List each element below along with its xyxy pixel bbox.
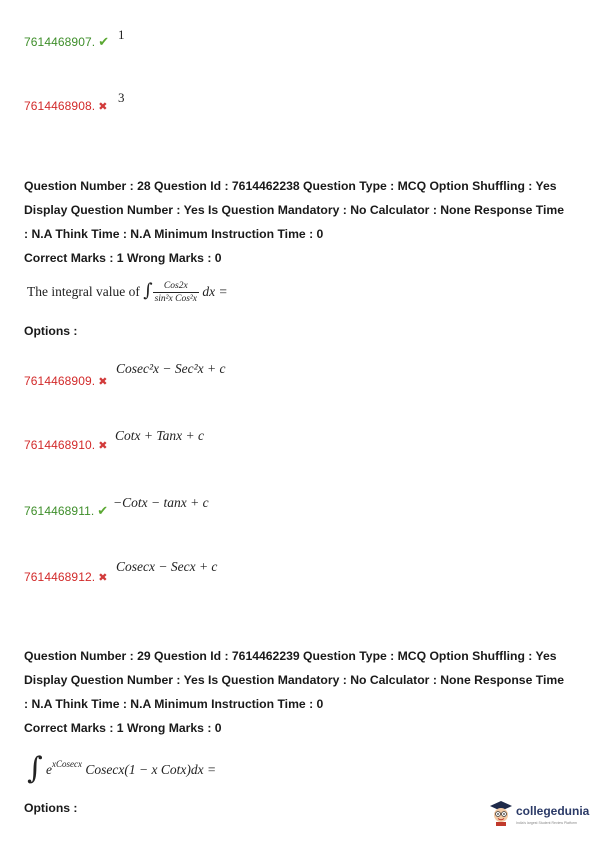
exp-base: e bbox=[46, 762, 53, 777]
integral-symbol: ∫ bbox=[143, 280, 153, 301]
option-text: Cotx + Tanx + c bbox=[115, 428, 204, 443]
option-text: Cosec²x − Sec²x + c bbox=[116, 361, 226, 376]
integral-symbol: ∫ bbox=[27, 751, 43, 786]
fraction-denominator: sin²x Cos²x bbox=[154, 294, 197, 305]
question-stem bbox=[27, 280, 228, 305]
stem-suffix: dx = bbox=[202, 284, 228, 299]
option-id: 7614468907. bbox=[24, 35, 96, 49]
option-text: Cosecx − Secx + c bbox=[116, 559, 218, 574]
option-row bbox=[24, 33, 109, 51]
option-row bbox=[24, 436, 107, 454]
question-stem bbox=[27, 751, 217, 786]
collegedunia-logo bbox=[489, 800, 589, 826]
option-row bbox=[24, 97, 107, 115]
fraction-numerator: Cos2x bbox=[153, 280, 199, 293]
option-row bbox=[24, 568, 107, 586]
meta-line: Display Question Number : Yes Is Question Mandatory : No Calculator : None Response Time bbox=[24, 203, 564, 217]
stem-prefix: The integral value of bbox=[27, 284, 140, 299]
option-id: 7614468911. bbox=[24, 504, 95, 518]
logo-tagline: India's largest Student Review Platform bbox=[516, 820, 577, 825]
stem-rest: Cosecx(1 − x Cotx)dx = bbox=[85, 762, 217, 777]
meta-line: Question Number : 29 Question Id : 7614462239 Question Type : MCQ Option Shuffling : Yes bbox=[24, 649, 557, 663]
meta-line: Question Number : 28 Question Id : 7614462238 Question Type : MCQ Option Shuffling : Yes bbox=[24, 179, 557, 193]
option-text: −Cotx − tanx + c bbox=[113, 495, 209, 510]
cross-icon: ✖ bbox=[98, 101, 108, 113]
marks-line: Correct Marks : 1 Wrong Marks : 0 bbox=[24, 251, 222, 265]
cross-icon: ✖ bbox=[98, 440, 108, 452]
option-id: 7614468910. bbox=[24, 438, 96, 452]
check-icon: ✔ bbox=[97, 503, 109, 518]
question-meta bbox=[24, 644, 584, 740]
option-row bbox=[24, 372, 107, 390]
logo-name: collegedunia bbox=[516, 803, 590, 818]
meta-line: : N.A Think Time : N.A Minimum Instruction Time : 0 bbox=[24, 227, 324, 241]
options-label: Options : bbox=[24, 324, 78, 338]
option-value: 3 bbox=[118, 90, 125, 105]
cross-icon: ✖ bbox=[98, 376, 108, 388]
option-id: 7614468908. bbox=[24, 99, 96, 113]
mascot-icon bbox=[489, 800, 513, 826]
option-id: 7614468909. bbox=[24, 374, 96, 388]
exp-power: xCosecx bbox=[52, 759, 82, 769]
question-meta bbox=[24, 174, 584, 270]
check-icon: ✔ bbox=[98, 34, 110, 49]
options-label: Options : bbox=[24, 801, 78, 815]
marks-line: Correct Marks : 1 Wrong Marks : 0 bbox=[24, 721, 222, 735]
option-value: 1 bbox=[118, 27, 125, 42]
meta-line: : N.A Think Time : N.A Minimum Instruction Time : 0 bbox=[24, 697, 324, 711]
option-row bbox=[24, 502, 108, 520]
cross-icon: ✖ bbox=[98, 572, 108, 584]
meta-line: Display Question Number : Yes Is Question Mandatory : No Calculator : None Response Time bbox=[24, 673, 564, 687]
option-id: 7614468912. bbox=[24, 570, 96, 584]
fraction bbox=[153, 280, 199, 305]
